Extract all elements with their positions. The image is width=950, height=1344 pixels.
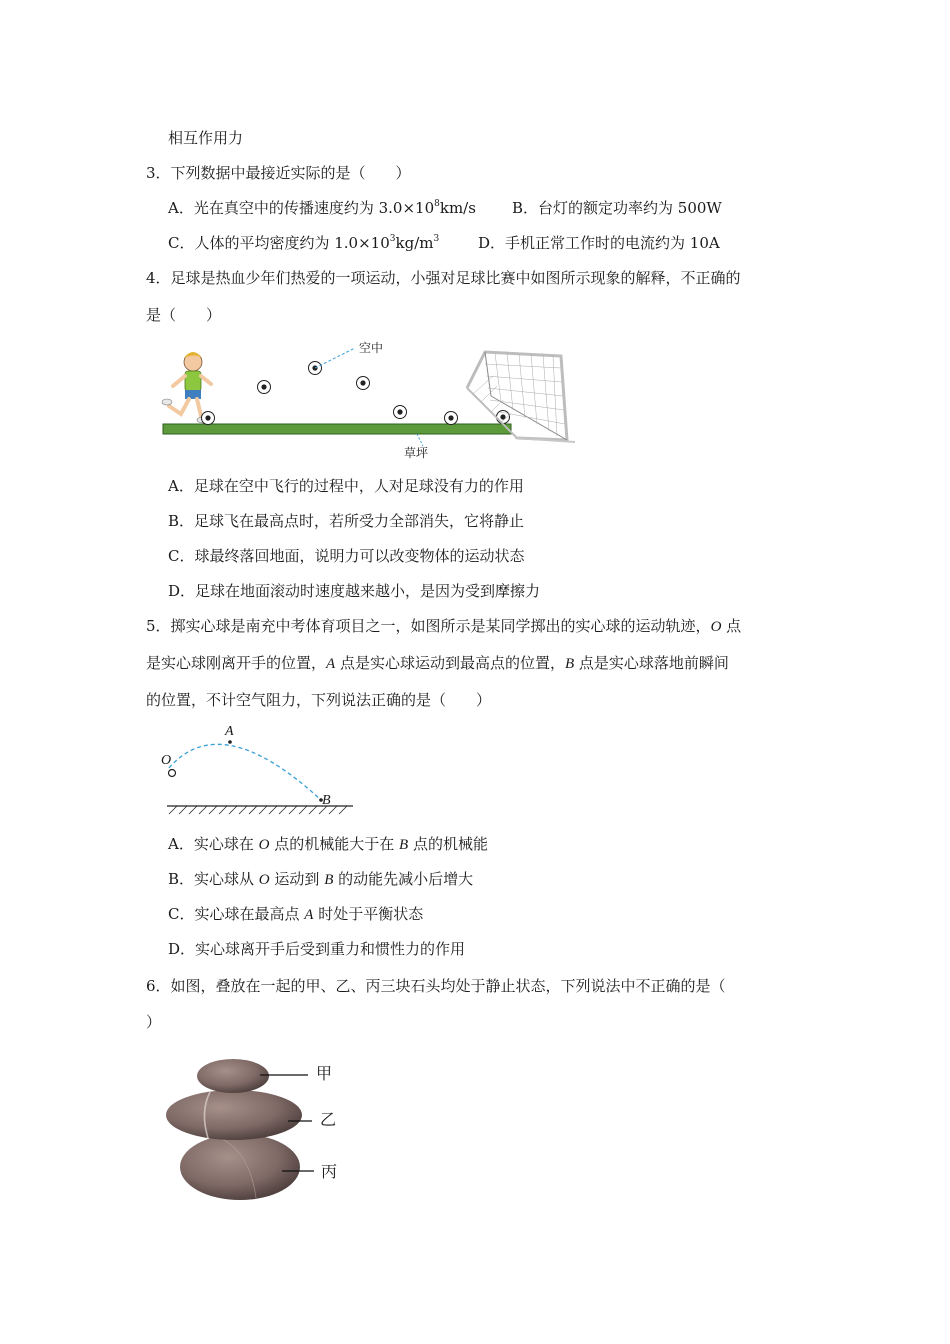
- ground-hatching: [169, 806, 347, 814]
- label-grass: 草坪: [404, 446, 429, 460]
- grass-strip: [163, 424, 511, 434]
- stone-yi: [166, 1090, 302, 1140]
- fig-label-b: B: [322, 793, 331, 808]
- stone-jia: [197, 1059, 269, 1093]
- q5-option-a: A．实心球在 O 点的机械能大于在 B 点的机械能: [168, 835, 488, 853]
- q5-stem-line2: 是实心球刚离开手的位置，A 点是实心球运动到最高点的位置，B 点是实心球落地前瞬间: [146, 654, 729, 672]
- q5-option-c: C．实心球在最高点 A 时处于平衡状态: [168, 905, 424, 923]
- soccer-ball-1: [202, 412, 215, 425]
- soccer-ball-5: [394, 406, 407, 419]
- q5-stem-line3: 的位置，不计空气阻力，下列说法正确的是（ ）: [146, 691, 492, 709]
- q4-option-b: B．足球飞在最高点时，若所受力全部消失，它将静止: [168, 512, 525, 530]
- soccer-ball-3: [309, 362, 322, 375]
- q5-option-b: B．实心球从 O 运动到 B 的动能先减小后增大: [168, 870, 474, 888]
- soccer-ball-2: [258, 381, 271, 394]
- q6-stem-line1: 6．如图，叠放在一起的甲、乙、丙三块石头均处于静止状态，下列说法中不正确的是（: [146, 977, 726, 995]
- q4-stem-line2: 是（ ）: [146, 306, 222, 324]
- q3-option-c: C．人体的平均密度约为 $1.0\times 10^3kg/m^3$: [168, 234, 440, 252]
- soccer-ball-4: [357, 377, 370, 390]
- soccer-ball-6: [445, 412, 458, 425]
- q5-option-d: D．实心球离开手后受到重力和惯性力的作用: [168, 940, 466, 958]
- q3-option-a: A．光在真空中的传播速度约为 $3.0\times 10^8km/s$: [168, 199, 476, 217]
- air-leader-line: [315, 348, 355, 368]
- carry-over-text: 相互作用力: [168, 129, 244, 147]
- label-bing: 丙: [321, 1162, 338, 1181]
- label-air: 空中: [359, 341, 384, 355]
- fig-label-a: A: [225, 724, 234, 739]
- trajectory-curve: [169, 744, 321, 800]
- q4-option-a: A．足球在空中飞行的过程中，人对足球没有力的作用: [168, 477, 524, 495]
- boy-kicking-illustration: [162, 352, 211, 423]
- q3-stem: 3．下列数据中最接近实际的是（ ）: [146, 164, 411, 182]
- stone-bing: [180, 1134, 300, 1200]
- q6-stem-line2: ）: [146, 1013, 162, 1031]
- q3-option-b: B．台灯的额定功率约为 500W: [512, 199, 722, 217]
- projectile-figure: [155, 722, 365, 820]
- q4-stem-line1: 4．足球是热血少年们热爱的一项运动，小强对足球比赛中如图所示现象的解释，不正确的: [146, 269, 741, 287]
- q5-stem-line1: 5．掷实心球是南充中考体育项目之一，如图所示是某同学掷出的实心球的运动轨迹，O 点: [146, 617, 742, 635]
- fig-label-o: O: [161, 753, 172, 768]
- q4-option-c: C．球最终落回地面，说明力可以改变物体的运动状态: [168, 547, 525, 565]
- q3-option-d: D．手机正常工作时的电流约为 10A: [478, 234, 720, 252]
- label-jia: 甲: [316, 1064, 333, 1083]
- q4-option-d: D．足球在地面滚动时速度越来越小，是因为受到摩擦力: [168, 582, 541, 600]
- label-yi: 乙: [320, 1110, 337, 1129]
